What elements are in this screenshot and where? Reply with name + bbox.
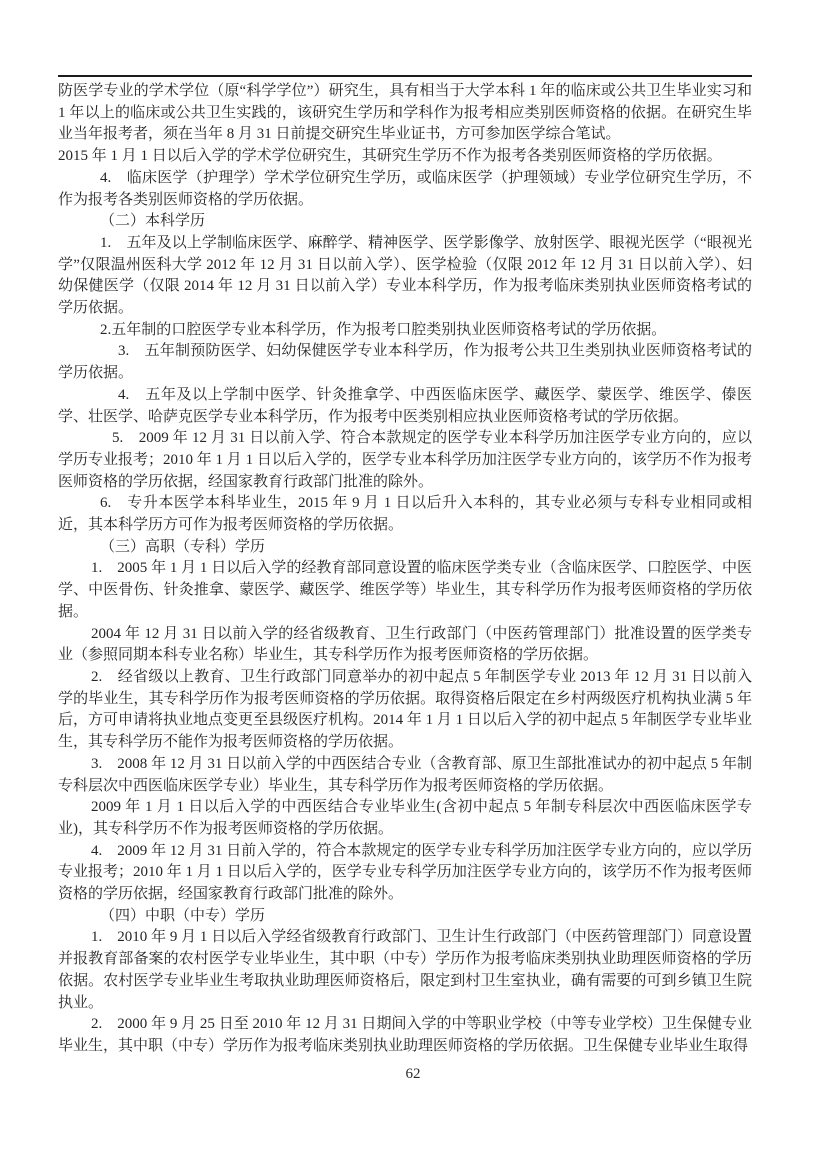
paragraph: 2015 年 1 月 1 日以后入学的学术学位研究生，其研究生学历不作为报考各类别医师资格的学历依据。	[58, 148, 722, 165]
paragraph: 4. 临床医学（护理学）学术学位研究生学历，或临床医学（护理领域）专业学位研究生学历，不作为报考各类别医师资格的学历依据。	[58, 169, 752, 208]
paragraph: 4. 五年及以上学制中医学、针灸推拿学、中西医临床医学、藏医学、蒙医学、维医学、傣医学、壮医学、哈萨克医学专业本科学历，作为报考中医类别相应执业医师资格考试的学历依据。	[58, 386, 752, 425]
paragraph: 防医学专业的学术学位（原“科学学位”）研究生，具有相当于大学本科 1 年的临床或公共卫生毕业实习和 1 年以上的临床或公共卫生实践的，该研究生学历和学科作为报考相应类别医师资格的依据。在研究生毕业当年报考者，须在当年 8 月 31 日前提交研究生毕业证书，方可参加医学综合笔试。	[58, 83, 752, 143]
paragraph: 1. 2005 年 1 月 1 日以后入学的经教育部同意设置的临床医学类专业（含临床医学、口腔医学、中医学、中医骨伤、针灸推拿、蒙医学、藏医学、维医学等）毕业生，其专科学历作为报考医师资格的学历依据。	[58, 560, 752, 620]
paragraph: 3. 2008 年 12 月 31 日以前入学的中西医结合专业（含教育部、原卫生部批准试办的初中起点 5 年制专科层次中西医临床医学专业）毕业生，其专科学历作为报考医师资格的学历依据。	[58, 755, 752, 794]
header-rule	[58, 75, 752, 77]
section-heading: （三）高职（专科）学历	[100, 538, 266, 555]
section-heading: （四）中职（中专）学历	[100, 907, 266, 924]
document-body	[58, 81, 752, 1058]
paragraph: 2. 2000 年 9 月 25 日至 2010 年 12 月 31 日期间入学的中等职业学校（中等专业学校）卫生保健专业毕业生，其中职（中专）学历作为报考临床类别执业助理医师资格的学历依据。卫生保健专业毕业生取得	[58, 1016, 752, 1054]
paragraph: 4. 2009 年 12 月 31 日前入学的，符合本款规定的医学专业专科学历加注医学专业方向的，应以学历专业报考；2010 年 1 月 1 日以后入学的，医学专业专科学历加注医学专业方向的，该学历不作为报考医师资格的学历依据，经国家教育行政部门批准的除外。	[58, 842, 752, 903]
paragraph: 2. 经省级以上教育、卫生行政部门同意举办的初中起点 5 年制医学专业 2013 年 12 月 31 日以前入学的毕业生，其专科学历作为报考医师资格的学历依据。取得资格后限定在乡村两级医疗机构执业满 5 年后，方可申请将执业地点变更至县级医疗机构。2014 年 1 月 1 日以后入学的初中起点 5 年制医学专业毕业生，其专科学历不能作为报考医师资格的学历依据。	[58, 668, 752, 751]
paragraph: 2.五年制的口腔医学专业本科学历，作为报考口腔类别执业医师资格考试的学历依据。	[100, 321, 667, 338]
paragraph: 2004 年 12 月 31 日以前入学的经省级教育、卫生行政部门（中医药管理部门）批准设置的医学类专业（参照同期本科专业名称）毕业生，其专科学历作为报考医师资格的学历依据。	[58, 625, 752, 664]
page-number: 62	[405, 1066, 421, 1082]
paragraph: 3. 五年制预防医学、妇幼保健医学专业本科学历，作为报考公共卫生类别执业医师资格考试的学历依据。	[58, 343, 752, 382]
paragraph: 5. 2009 年 12 月 31 日以前入学、符合本款规定的医学专业本科学历加注医学专业方向的，应以学历专业报考；2010 年 1 月 1 日以后入学的，医学专业本科学历加注医学专业方向的，该学历不作为报考医师资格的学历依据，经国家教育行政部门批准的除外。	[58, 430, 752, 490]
paragraph: 6. 专升本医学本科毕业生，2015 年 9 月 1 日以后升入本科的，其专业必须与专科专业相同或相近，其本科学历方可作为报考医师资格的学历依据。	[58, 495, 752, 534]
paragraph: 2009 年 1 月 1 日以后入学的中西医结合专业毕业生(含初中起点 5 年制专科层次中西医临床医学专业)，其专科学历不作为报考医师资格的学历依据。	[58, 799, 752, 837]
paragraph: 1. 五年及以上学制临床医学、麻醉学、精神医学、医学影像学、放射医学、眼视光医学（“眼视光学”仅限温州医科大学 2012 年 12 月 31 日以前入学）、医学检验（仅限 2012 年 12 月 31 日以前入学）、妇幼保健医学（仅限 2014 年 12 月 31 日以前入学）专业本科学历，作为报考临床类别执业医师资格考试的学历依据。	[58, 234, 752, 317]
section-heading: （二）本科学历	[100, 213, 206, 230]
paragraph: 1. 2010 年 9 月 1 日以后入学经省级教育行政部门、卫生计生行政部门（中医药管理部门）同意设置并报教育部备案的农村医学专业毕业生，其中职（中专）学历作为报考临床类别执业助理医师资格的学历依据。农村医学专业毕业生考取执业助理医师资格后，限定到村卫生室执业，确有需要的可到乡镇卫生院执业。	[58, 929, 752, 1011]
